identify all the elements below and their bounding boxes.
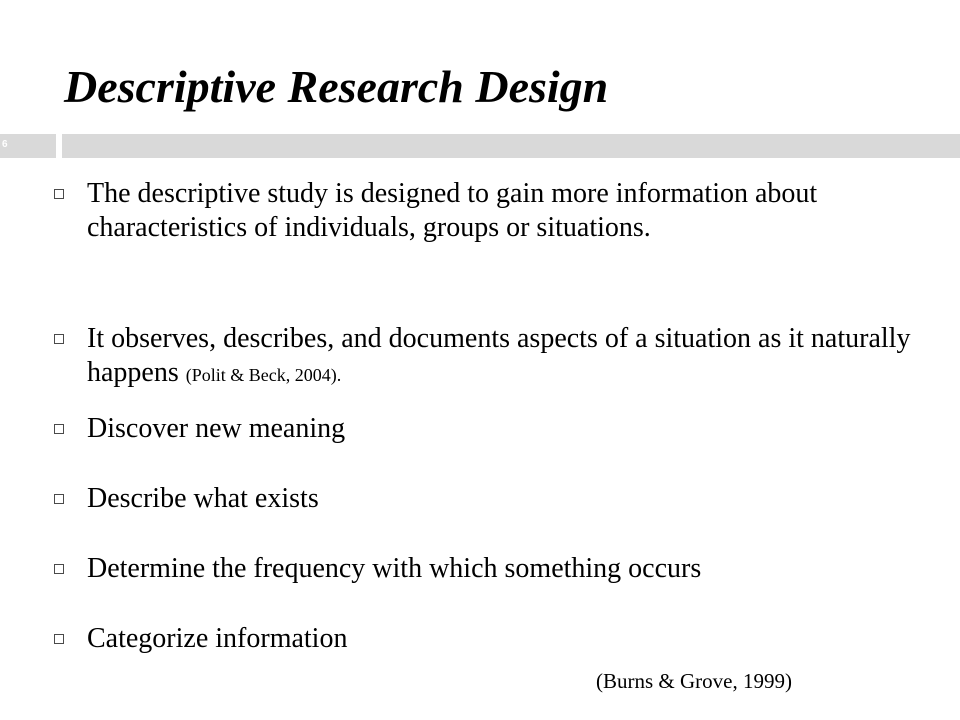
square-bullet-icon bbox=[54, 494, 64, 504]
square-bullet-icon bbox=[54, 634, 64, 644]
bullet-text: Discover new meaning bbox=[87, 413, 346, 444]
title-divider-bar bbox=[62, 134, 960, 158]
bullet-text: It observes, describes, and documents aspects of a situation as it naturally happens bbox=[87, 323, 911, 388]
square-bullet-icon bbox=[54, 564, 64, 574]
bullet-text: Describe what exists bbox=[87, 483, 319, 514]
bullet-text: The descriptive study is designed to gain more information about characteristics of individuals, groups or situations. bbox=[87, 178, 818, 243]
bullet-text: Determine the frequency with which something occurs bbox=[87, 553, 702, 584]
slide-number: 6 bbox=[2, 139, 8, 150]
slide-number-bar bbox=[0, 134, 56, 158]
bullet-citation: (Polit & Beck, 2004). bbox=[185, 365, 342, 385]
square-bullet-icon bbox=[54, 189, 64, 199]
square-bullet-icon bbox=[54, 424, 64, 434]
bullet-text: Categorize information bbox=[87, 623, 348, 654]
square-bullet-icon bbox=[54, 334, 64, 344]
reference-citation: (Burns & Grove, 1999) bbox=[596, 669, 792, 693]
slide-title: Descriptive Research Design bbox=[64, 61, 609, 112]
